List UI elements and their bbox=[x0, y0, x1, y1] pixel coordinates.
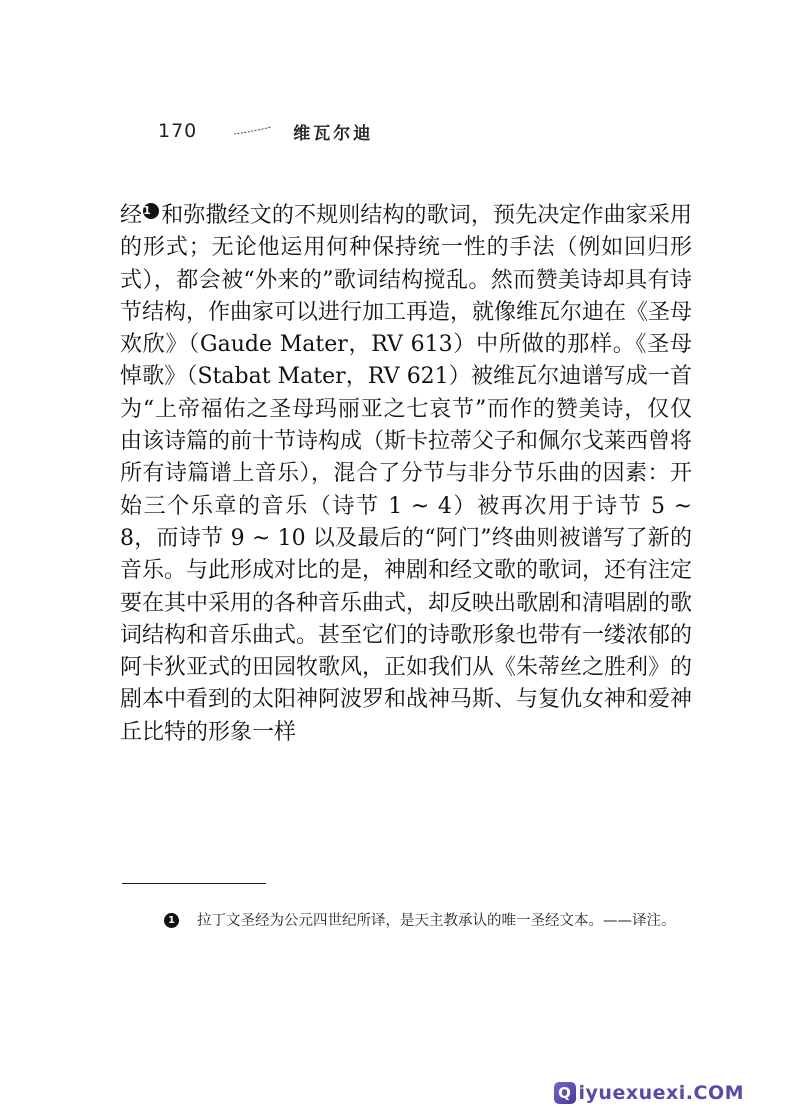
footnote-text: 拉丁文圣经为公元四世纪所译，是天主教承认的唯一圣经文本。——译注。 bbox=[197, 913, 676, 929]
header-ornament-icon bbox=[233, 126, 273, 136]
running-title: 维瓦尔迪 bbox=[293, 123, 374, 144]
footnote-divider bbox=[122, 883, 266, 884]
watermark-badge-icon: Q bbox=[554, 1082, 576, 1104]
body-lead-in: 经 bbox=[120, 203, 143, 228]
watermark-logo bbox=[554, 1082, 744, 1104]
body-text: 和弥撒经文的不规则结构的歌词，预先决定作曲家采用的形式；无论他运用何种保持统一性的手法（例如回归形式），都会被“外来的”歌词结构搅乱。然而赞美诗却具有诗节结构，作曲家可以进行加工再造，就像维瓦尔迪在《圣母欢欣》（Gaude Mater，RV 613）中所做的那样。《圣母悼歌》（Stabat Mater，RV 621）被维瓦尔迪谱写成一首为“上帝福佑之圣母玛丽亚之七哀节”而作的赞美诗，仅仅由该诗篇的前十节诗构成（斯卡拉蒂父子和佩尔戈莱西曾将所有诗篇谱上音乐），混合了分节与非分节乐曲的因素：开始三个乐章的音乐（诗节 1 ~ 4）被再次用于诗节 5 ~ 8，而诗节 9 ~ 10 以及最后的“阿门”终曲则被谱写了新的音乐。与此形成对比的是，神剧和经文歌的歌词，还有注定要在其中采用的各种音乐曲式，却反映出歌剧和清唱剧的歌词结构和音乐曲式。甚至它们的诗歌形象也带有一缕浓郁的阿卡狄亚式的田园牧歌风，正如我们从《朱蒂丝之胜利》的剧本中看到的太阳神阿波罗和战神马斯、与复仇女神和爱神丘比特的形象一样 bbox=[120, 203, 693, 745]
page-header bbox=[158, 118, 373, 144]
body-paragraph bbox=[120, 200, 692, 749]
page-number: 170 bbox=[158, 120, 198, 142]
footnote-reference[interactable]: 1 bbox=[143, 203, 159, 219]
footnote bbox=[164, 910, 720, 933]
footnote-marker: 1 bbox=[164, 913, 179, 928]
watermark-text: iyuexuexi.COM bbox=[578, 1082, 744, 1104]
